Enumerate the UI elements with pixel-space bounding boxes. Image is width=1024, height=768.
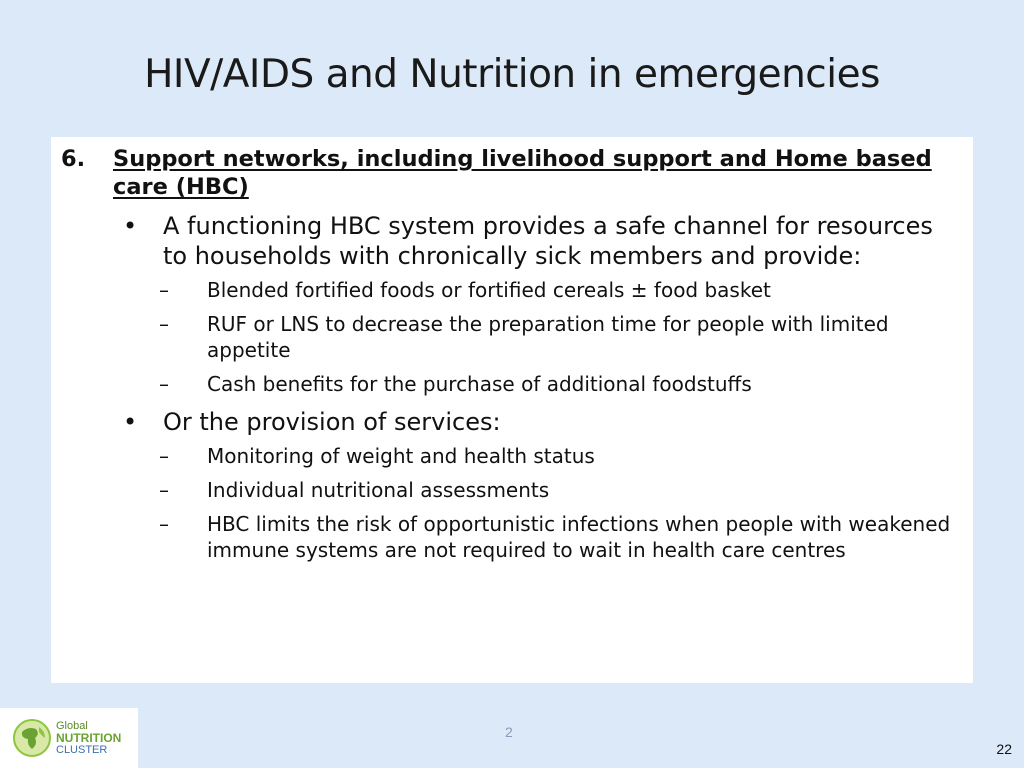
item-number: 6. bbox=[61, 146, 86, 172]
bullet-item bbox=[113, 211, 953, 271]
bullet-text: A functioning HBC system provides a safe channel for resources to households with chronically sick members and provide: bbox=[163, 212, 933, 270]
dash-icon: – bbox=[159, 372, 169, 396]
numbered-item bbox=[61, 145, 953, 201]
logo-line-nutrition: NUTRITION bbox=[56, 731, 122, 745]
content-box bbox=[51, 137, 973, 683]
sub-item-text: Cash benefits for the purchase of additional foodstuffs bbox=[207, 372, 752, 396]
item-heading: Support networks, including livelihood support and Home based care (HBC) bbox=[113, 146, 932, 200]
sub-item-text: Individual nutritional assessments bbox=[207, 478, 550, 502]
dash-icon: – bbox=[159, 312, 169, 336]
logo-text bbox=[56, 720, 121, 756]
sub-item bbox=[159, 277, 953, 303]
bullet-icon: • bbox=[123, 408, 138, 436]
sub-item bbox=[159, 443, 953, 469]
sub-item bbox=[159, 311, 953, 363]
dash-icon: – bbox=[159, 478, 169, 502]
dash-icon: – bbox=[159, 278, 169, 302]
sub-item-text: Monitoring of weight and health status bbox=[207, 444, 595, 468]
dash-icon: – bbox=[159, 444, 169, 468]
sub-item-text: HBC limits the risk of opportunistic infections when people with weakened immune systems are not required to wait in health care centres bbox=[207, 512, 951, 562]
bullet-list bbox=[61, 211, 953, 271]
sub-item bbox=[159, 477, 953, 503]
global-nutrition-cluster-logo bbox=[0, 708, 138, 768]
dash-icon: – bbox=[159, 512, 169, 536]
sub-list bbox=[61, 443, 953, 563]
sub-list bbox=[61, 277, 953, 397]
logo-line-cluster: CLUSTER bbox=[56, 744, 108, 756]
sub-item-text: RUF or LNS to decrease the preparation time for people with limited appetite bbox=[207, 312, 889, 362]
globe-icon bbox=[12, 718, 52, 758]
bullet-item bbox=[113, 407, 953, 437]
logo-line-global: Global bbox=[56, 720, 88, 732]
sub-item-text: Blended fortified foods or fortified cereals ± food basket bbox=[207, 278, 771, 302]
bullet-text: Or the provision of services: bbox=[163, 408, 501, 436]
bullet-icon: • bbox=[123, 212, 138, 240]
bullet-list bbox=[61, 407, 953, 437]
slide-title: HIV/AIDS and Nutrition in emergencies bbox=[144, 52, 880, 97]
slide-number-right: 22 bbox=[996, 741, 1012, 757]
slide-number-center: 2 bbox=[505, 724, 513, 740]
sub-item bbox=[159, 371, 953, 397]
sub-item bbox=[159, 511, 953, 563]
